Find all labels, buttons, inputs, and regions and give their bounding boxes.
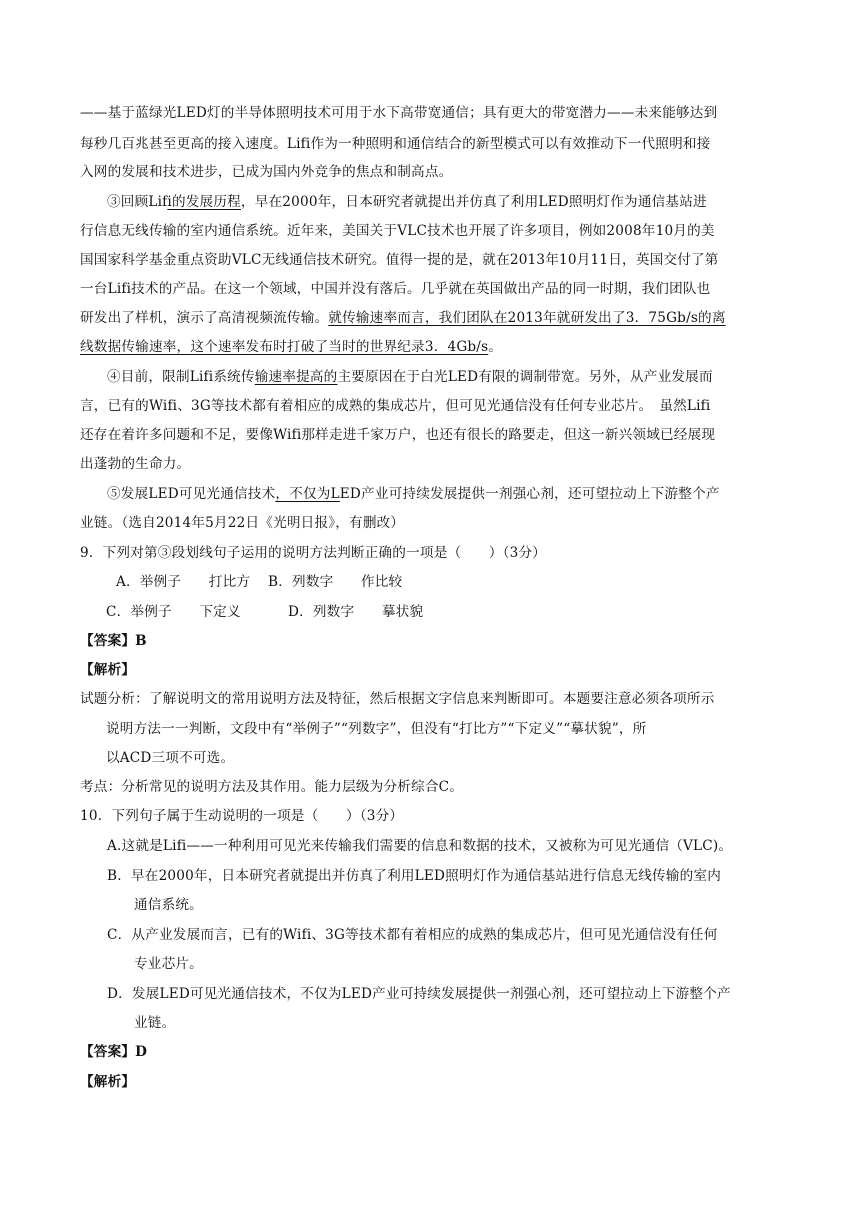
text-run: ED产业可持续发展提供一剂强心剂，还可望拉动上下游整个产 (339, 486, 720, 502)
paragraph-3-line-1 (107, 192, 707, 212)
question-10-answer: 【答案】D (80, 1044, 148, 1060)
text-run: ③回顾Lif (107, 194, 168, 210)
text-run: ④目前，限制Lifi系统传 (107, 369, 255, 385)
question-9-option-c: C．举例子 下定义 (106, 604, 241, 620)
paragraph-intro-line-1: ——基于蓝绿光LED灯的半导体照明技术可用于水下高带宽通信；具有更大的带宽潜力——未来能够达到 (80, 105, 718, 121)
underlined-text: i的发展历程 (167, 194, 241, 210)
text-run: ，早在2000年，日本研究者就提出并仿真了利用LED照明灯作为通信基站进 (240, 194, 707, 210)
text-run: 研发出了样机，演示了高清视频流传输。 (80, 310, 329, 326)
question-10-option-d-line-2: 业链。 (134, 1015, 176, 1031)
question-9-analysis-label: 【解析】 (80, 662, 136, 678)
text-run: ⑤发展LED可见光通信技术 (107, 486, 276, 502)
underlined-sentence: 线数据传输速率，这个速率发布时打破了当时的世界纪录3．4Gb/s (80, 339, 489, 355)
underlined-text: 输速率提高的 (254, 369, 338, 385)
paragraph-3-line-4: 一台Lifi技术的产品。在这一个领域，中国并没有落后。几乎就在英国做出产品的同一时期，我们团队也 (80, 281, 711, 297)
question-9-answer: 【答案】B (80, 633, 147, 649)
question-9-option-b: B．列数字 作比较 (268, 574, 403, 590)
question-9-analysis-line-3: 以ACD三项不可选。 (106, 750, 235, 766)
question-9-analysis-line-2: 说明方法一一判断，文段中有“举例子”“列数字”，但没有“打比方”“下定义”“摹状貌”，所 (106, 721, 647, 737)
question-10-option-b-line-2: 通信系统。 (134, 897, 203, 913)
paragraph-intro-line-2: 每秒几百兆甚至更高的接入速度。Lifi作为一种照明和通信结合的新型模式可以有效推动下一代照明和接 (80, 136, 711, 152)
paragraph-3-line-3: 国国家科学基金重点资助VLC无线通信技术研究。值得一提的是，就在2013年10月11日，英国交付了第 (80, 252, 719, 268)
question-10-option-b-line-1: B．早在2000年，日本研究者就提出并仿真了利用LED照明灯作为通信基站进行信息无线传输的室内 (107, 868, 721, 884)
underlined-text: ，不仅为L (275, 486, 340, 502)
paragraph-3-line-6 (80, 337, 502, 357)
question-10-option-c-line-1: C．从产业发展而言，已有的Wifi、3G等技术都有着相应的成熟的集成芯片，但可见光通信没有任何 (107, 927, 718, 943)
question-10-stem: 10．下列句子属于生动说明的一项是（ ）（3分） (80, 808, 404, 824)
paragraph-5-line-2: 业链。（选自2014年5月22日《光明日报》，有删改） (80, 515, 405, 531)
paragraph-4-line-3: 还存在着许多问题和不足，要像Wifi那样走进千家万户，也还有很长的路要走，但这一新兴领域已经展现 (80, 427, 716, 443)
paragraph-intro-line-3: 入网的发展和技术进步，已成为国内外竞争的焦点和制高点。 (80, 164, 453, 180)
question-10-analysis-label: 【解析】 (80, 1074, 136, 1090)
question-9-knowledge-point: 考点：分析常见的说明方法及其作用。能力层级为分析综合C。 (80, 779, 464, 795)
question-10-option-a: A.这就是Lifi——一种利用可见光来传输我们需要的信息和数据的技术，又被称为可见光通信（VLC)。 (107, 838, 733, 854)
text-run: 。 (488, 339, 503, 355)
paragraph-5-line-1 (107, 484, 720, 504)
text-run: 主要原因在于白光LED有限的调制带宽。另外，从产业发展而 (337, 369, 713, 385)
question-9-option-d: D．列数字 摹状貌 (288, 604, 424, 620)
paragraph-4-line-1 (107, 367, 713, 387)
paragraph-3-line-5 (80, 308, 726, 328)
question-9-option-a: A．举例子 打比方 (116, 574, 251, 590)
question-10-option-d-line-1: D．发展LED可见光通信技术，不仅为LED产业可持续发展提供一剂强心剂，还可望拉动上下游整个产 (107, 986, 731, 1002)
paragraph-3-line-2: 行信息无线传输的室内通信系统。近年来，美国关于VLC技术也开展了许多项目，例如2008年10月的美 (80, 223, 715, 239)
question-9-analysis-line-1: 试题分析：了解说明文的常用说明方法及特征，然后根据文字信息来判断即可。本题要注意必须各项所示 (80, 691, 715, 707)
question-9-stem: 9．下列对第③段划线句子运用的说明方法判断正确的一项是（ ）（3分） (80, 545, 547, 561)
underlined-sentence: 就传输速率而言，我们团队在2013年就研发出了3．75Gb/s的离 (328, 310, 726, 326)
paragraph-4-line-4: 出蓬勃的生命力。 (80, 456, 191, 472)
question-10-option-c-line-2: 专业芯片。 (134, 956, 203, 972)
paragraph-4-line-2: 言，已有的Wifi、3G等技术都有着相应的成熟的集成芯片，但可见光通信没有任何专业芯片。 虽然Lifi (80, 398, 711, 414)
